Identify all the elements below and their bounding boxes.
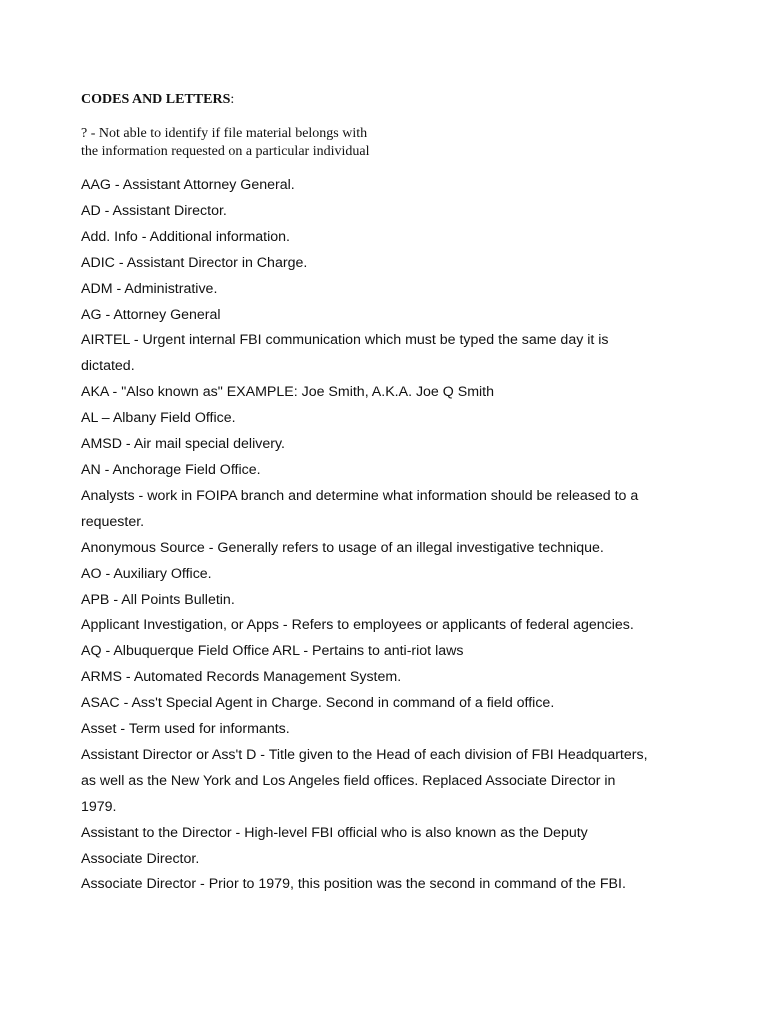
definition-line: AQ - Albuquerque Field Office ARL - Pertains to anti-riot laws — [81, 643, 464, 660]
definition-line: Assistant to the Director - High-level FBI official who is also known as the Deputy — [81, 824, 588, 841]
definition-line: Applicant Investigation, or Apps - Refers to employees or applicants of federal agencies. — [81, 617, 634, 634]
definition-line: ADM - Administrative. — [81, 280, 218, 297]
definition-line: Analysts - work in FOIPA branch and determine what information should be released to a — [81, 487, 639, 504]
definition-line: requester. — [81, 513, 145, 530]
page-heading — [81, 90, 234, 110]
definition-line: AG - Attorney General — [81, 306, 221, 323]
definition-line: ADIC - Assistant Director in Charge. — [81, 254, 308, 271]
definition-line: as well as the New York and Los Angeles field offices. Replaced Associate Director in — [81, 772, 616, 789]
heading-suffix: : — [230, 92, 235, 107]
note-line: ? - Not able to identify if file material belongs with — [81, 126, 368, 141]
definition-line: dictated. — [81, 358, 135, 375]
definition-line: Add. Info - Additional information. — [81, 228, 290, 245]
unidentified-note — [81, 125, 369, 161]
definition-line: AL – Albany Field Office. — [81, 410, 236, 427]
definition-line: Associate Director. — [81, 850, 200, 867]
definition-line: AAG - Assistant Attorney General. — [81, 177, 295, 193]
definition-line: Asset - Term used for informants. — [81, 721, 290, 738]
definition-line: Assistant Director or Ass't D - Title given to the Head of each division of FBI Headquarters, — [81, 746, 648, 763]
definition-line: AO - Auxiliary Office. — [81, 565, 212, 582]
definition-line: AN - Anchorage Field Office. — [81, 461, 261, 478]
definition-line: Anonymous Source - Generally refers to usage of an illegal investigative technique. — [81, 539, 604, 556]
definition-line: APB - All Points Bulletin. — [81, 591, 235, 608]
definition-line: AIRTEL - Urgent internal FBI communication which must be typed the same day it is — [81, 332, 609, 349]
definition-line: ASAC - Ass't Special Agent in Charge. Second in command of a field office. — [81, 695, 555, 712]
heading-title: CODES AND LETTERS — [81, 92, 231, 107]
definition-line: AD - Assistant Director. — [81, 202, 227, 219]
definition-list — [81, 173, 721, 898]
note-line: the information requested on a particular individual — [81, 144, 370, 159]
definition-line: Associate Director - Prior to 1979, this position was the second in command of the FBI. — [81, 876, 626, 893]
definition-line: ARMS - Automated Records Management System. — [81, 669, 402, 686]
definition-line: AMSD - Air mail special delivery. — [81, 436, 285, 453]
definition-line: AKA - "Also known as" EXAMPLE: Joe Smith, A.K.A. Joe Q Smith — [81, 384, 495, 401]
definition-line: 1979. — [81, 798, 117, 815]
